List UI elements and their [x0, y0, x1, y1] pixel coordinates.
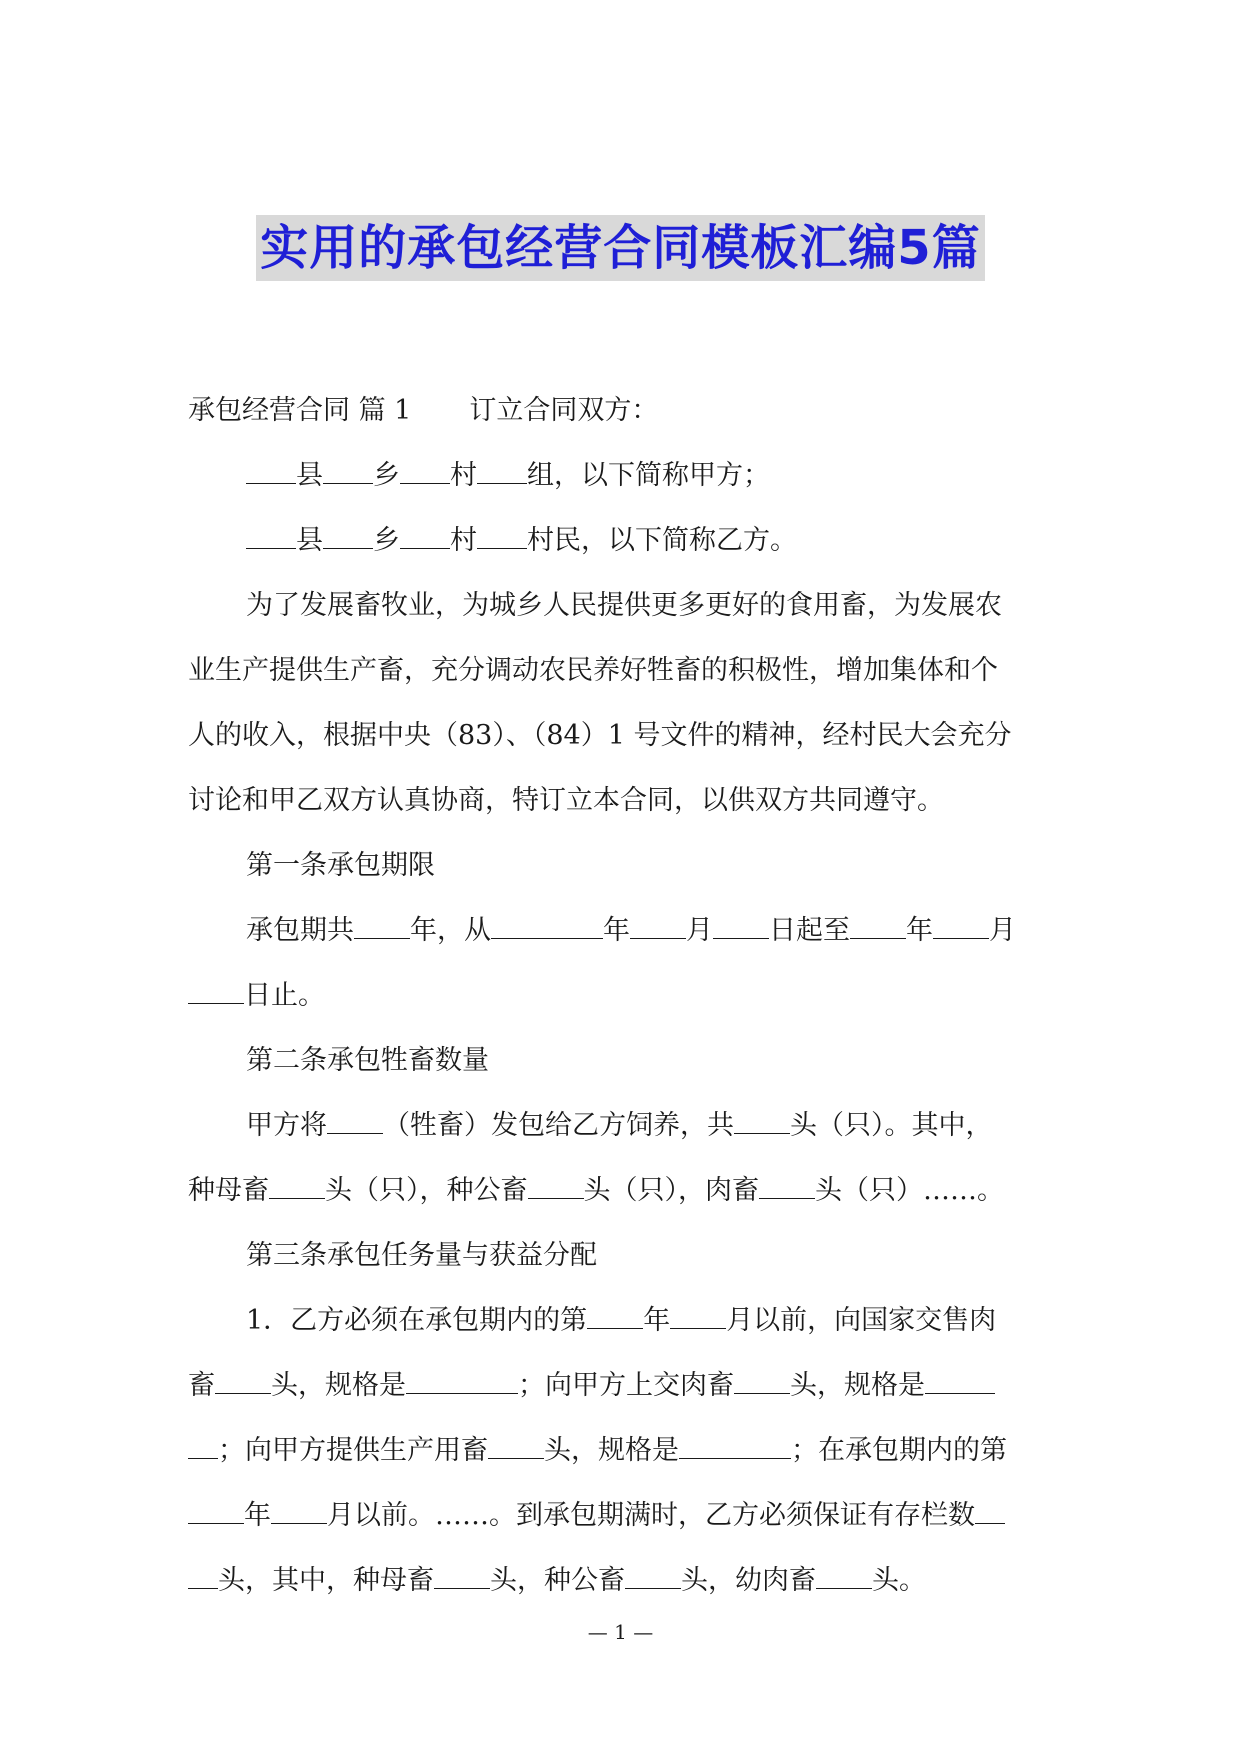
- text: 乡: [373, 525, 400, 556]
- blank: [188, 1564, 218, 1589]
- blank: [734, 1369, 790, 1394]
- blank: [734, 1109, 790, 1134]
- text: 村: [450, 525, 477, 556]
- text: 村民，以下简称乙方。: [527, 525, 797, 556]
- blank: [323, 524, 373, 549]
- blank: [354, 914, 410, 939]
- text: 月以前，向国家交售肉: [726, 1305, 997, 1336]
- blank: [269, 1174, 325, 1199]
- text: 头，规格是: [790, 1370, 925, 1401]
- blank: [246, 459, 296, 484]
- article-1-line: [188, 898, 1056, 963]
- article-3-line: [188, 1483, 1056, 1548]
- text: 月: [686, 915, 713, 946]
- blank: [188, 979, 244, 1004]
- blank: [246, 524, 296, 549]
- article-1-line: [188, 963, 1056, 1028]
- text: （牲畜）发包给乙方饲养，共: [383, 1110, 734, 1141]
- text: 头。: [872, 1565, 926, 1596]
- text: 县: [296, 525, 323, 556]
- paragraph-line: 人的收入，根据中央（83）、（84）1 号文件的精神，经村民大会充分: [188, 720, 1012, 751]
- article-2-line: [188, 1093, 1056, 1158]
- blank: [528, 1174, 584, 1199]
- page-number: — 1 —: [587, 1620, 654, 1644]
- text: 头，幼肉畜: [681, 1565, 816, 1596]
- blank: [188, 1434, 218, 1459]
- text: 乡: [373, 460, 400, 491]
- text: ；向甲方提供生产用畜: [218, 1435, 488, 1466]
- blank: [188, 1499, 244, 1524]
- article-3-line: [188, 1548, 1056, 1613]
- blank: [271, 1499, 327, 1524]
- heading-line: [188, 378, 1056, 443]
- text: 年，从: [410, 915, 491, 946]
- text: 月以前。……。到承包期满时，乙方必须保证有存栏数: [327, 1500, 975, 1531]
- text: 头（只）……。: [815, 1175, 1004, 1206]
- text: 年: [906, 915, 933, 946]
- blank: [933, 914, 989, 939]
- article-3-line: [188, 1418, 1056, 1483]
- article-3-heading: 第三条承包任务量与获益分配: [246, 1240, 597, 1271]
- blank: [679, 1434, 791, 1459]
- blank: [713, 914, 769, 939]
- blank: [850, 914, 906, 939]
- blank: [477, 524, 527, 549]
- text: 头（只），种公畜: [325, 1175, 528, 1206]
- text: 日止。: [244, 980, 325, 1011]
- text: ；向甲方上交肉畜: [518, 1370, 734, 1401]
- text: 村: [450, 460, 477, 491]
- party-b-line: [188, 508, 1056, 573]
- text: 头（只）。其中，: [790, 1110, 993, 1141]
- text: 头，其中，种母畜: [218, 1565, 434, 1596]
- blank: [215, 1369, 271, 1394]
- text: 月: [989, 915, 1016, 946]
- blank: [630, 914, 686, 939]
- article-2-line: [188, 1158, 1056, 1223]
- text: 头，规格是: [544, 1435, 679, 1466]
- text: 头，种公畜: [490, 1565, 625, 1596]
- paragraph-line: 讨论和甲乙双方认真协商，特订立本合同，以供双方共同遵守。: [188, 785, 944, 816]
- blank: [400, 459, 450, 484]
- text: 承包期共: [246, 915, 354, 946]
- text: 头，规格是: [271, 1370, 406, 1401]
- text: 种母畜: [188, 1175, 269, 1206]
- blank: [587, 1304, 643, 1329]
- blank: [625, 1564, 681, 1589]
- parties-label: 订立合同双方：: [469, 395, 659, 426]
- text: 日起至: [769, 915, 850, 946]
- blank: [406, 1369, 518, 1394]
- blank: [491, 914, 603, 939]
- text: ；在承包期内的第: [791, 1435, 1007, 1466]
- blank: [925, 1369, 995, 1394]
- document-title: 实用的承包经营合同模板汇编5篇: [256, 215, 984, 281]
- paragraph-line: 业生产提供生产畜，充分调动农民养好牲畜的积极性，增加集体和个: [188, 655, 998, 686]
- blank: [477, 459, 527, 484]
- text: 县: [296, 460, 323, 491]
- contract-body: [188, 378, 1056, 1613]
- blank: [400, 524, 450, 549]
- blank: [488, 1434, 544, 1459]
- blank: [816, 1564, 872, 1589]
- blank: [759, 1174, 815, 1199]
- text: 年: [244, 1500, 271, 1531]
- blank: [323, 459, 373, 484]
- article-3-line: [188, 1288, 1056, 1353]
- text: 组，以下简称甲方；: [527, 460, 770, 491]
- title-wrap: [0, 215, 1241, 281]
- blank: [327, 1109, 383, 1134]
- article-2-heading: 第二条承包牲畜数量: [246, 1045, 489, 1076]
- blank: [670, 1304, 726, 1329]
- text: 头（只），肉畜: [583, 1175, 759, 1206]
- text: 畜: [188, 1370, 215, 1401]
- text: 年: [603, 915, 630, 946]
- blank: [434, 1564, 490, 1589]
- article-1-heading: 第一条承包期限: [246, 850, 435, 881]
- paragraph-line: 为了发展畜牧业，为城乡人民提供更多更好的食用畜，为发展农: [246, 590, 1002, 621]
- article-3-line: [188, 1353, 1056, 1418]
- blank: [975, 1499, 1005, 1524]
- contract-heading: 承包经营合同 篇 1: [188, 395, 412, 426]
- text: 年: [643, 1305, 671, 1336]
- text: 1．乙方必须在承包期内的第: [246, 1305, 588, 1336]
- text: 甲方将: [246, 1110, 327, 1141]
- party-a-line: [188, 443, 1056, 508]
